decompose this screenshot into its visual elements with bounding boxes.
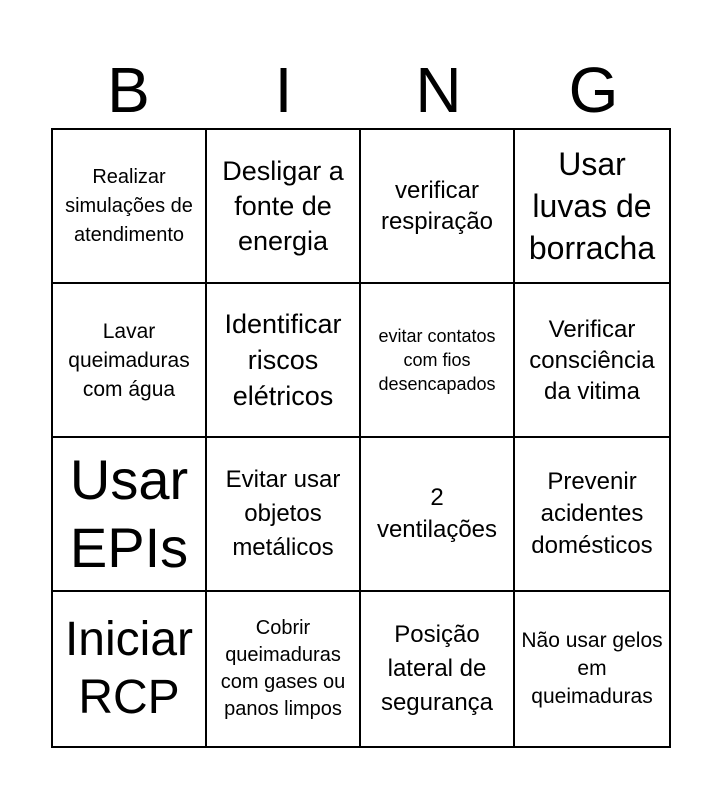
bingo-cell[interactable] xyxy=(207,130,361,284)
bingo-cell[interactable] xyxy=(361,438,515,592)
bingo-cell[interactable] xyxy=(53,130,207,284)
bingo-cell[interactable] xyxy=(207,438,361,592)
cell-text: Desligar a fonte de energia xyxy=(222,155,344,256)
cell-text: Identificar riscos elétricos xyxy=(224,309,342,411)
bingo-cell[interactable] xyxy=(207,284,361,438)
bingo-cell[interactable] xyxy=(361,592,515,746)
cell-text: Realizar simulações de atendimento xyxy=(65,165,193,246)
bingo-cell[interactable] xyxy=(361,284,515,438)
cell-text: Usar luvas de borracha xyxy=(528,146,656,266)
bingo-grid xyxy=(51,128,671,748)
bingo-cell[interactable] xyxy=(361,130,515,284)
cell-text: Lavar queimaduras com água xyxy=(68,319,190,401)
bingo-cell[interactable] xyxy=(515,592,669,746)
cell-text: Posição lateral de segurança xyxy=(380,621,494,716)
cell-text: Prevenir acidentes domésticos xyxy=(531,468,653,559)
cell-text: Iniciar RCP xyxy=(64,613,194,724)
header-letter-b: B xyxy=(107,54,150,126)
cell-text: Não usar gelos em queimaduras xyxy=(521,629,663,708)
cell-text: 2 ventilações xyxy=(376,484,498,543)
cell-text: Usar EPIs xyxy=(69,448,189,579)
bingo-cell[interactable] xyxy=(53,284,207,438)
bingo-cell[interactable] xyxy=(515,438,669,592)
cell-text: Verificar consciência da vitima xyxy=(529,315,655,405)
cell-text: verificar respiração xyxy=(380,177,494,235)
cell-text: Evitar usar objetos metálicos xyxy=(225,466,341,561)
header-letter-g: G xyxy=(568,54,619,126)
header-letter-i: I xyxy=(274,54,293,126)
cell-text: evitar contatos com fios desencapados xyxy=(378,326,496,394)
cell-text: Cobrir queimaduras com gases ou panos limpos xyxy=(220,617,346,720)
bingo-cell[interactable] xyxy=(207,592,361,746)
bingo-cell[interactable] xyxy=(53,438,207,592)
bingo-cell[interactable] xyxy=(515,130,669,284)
header-letter-n: N xyxy=(415,54,462,126)
bingo-cell[interactable] xyxy=(53,592,207,746)
bingo-cell[interactable] xyxy=(515,284,669,438)
bingo-header xyxy=(51,52,671,128)
